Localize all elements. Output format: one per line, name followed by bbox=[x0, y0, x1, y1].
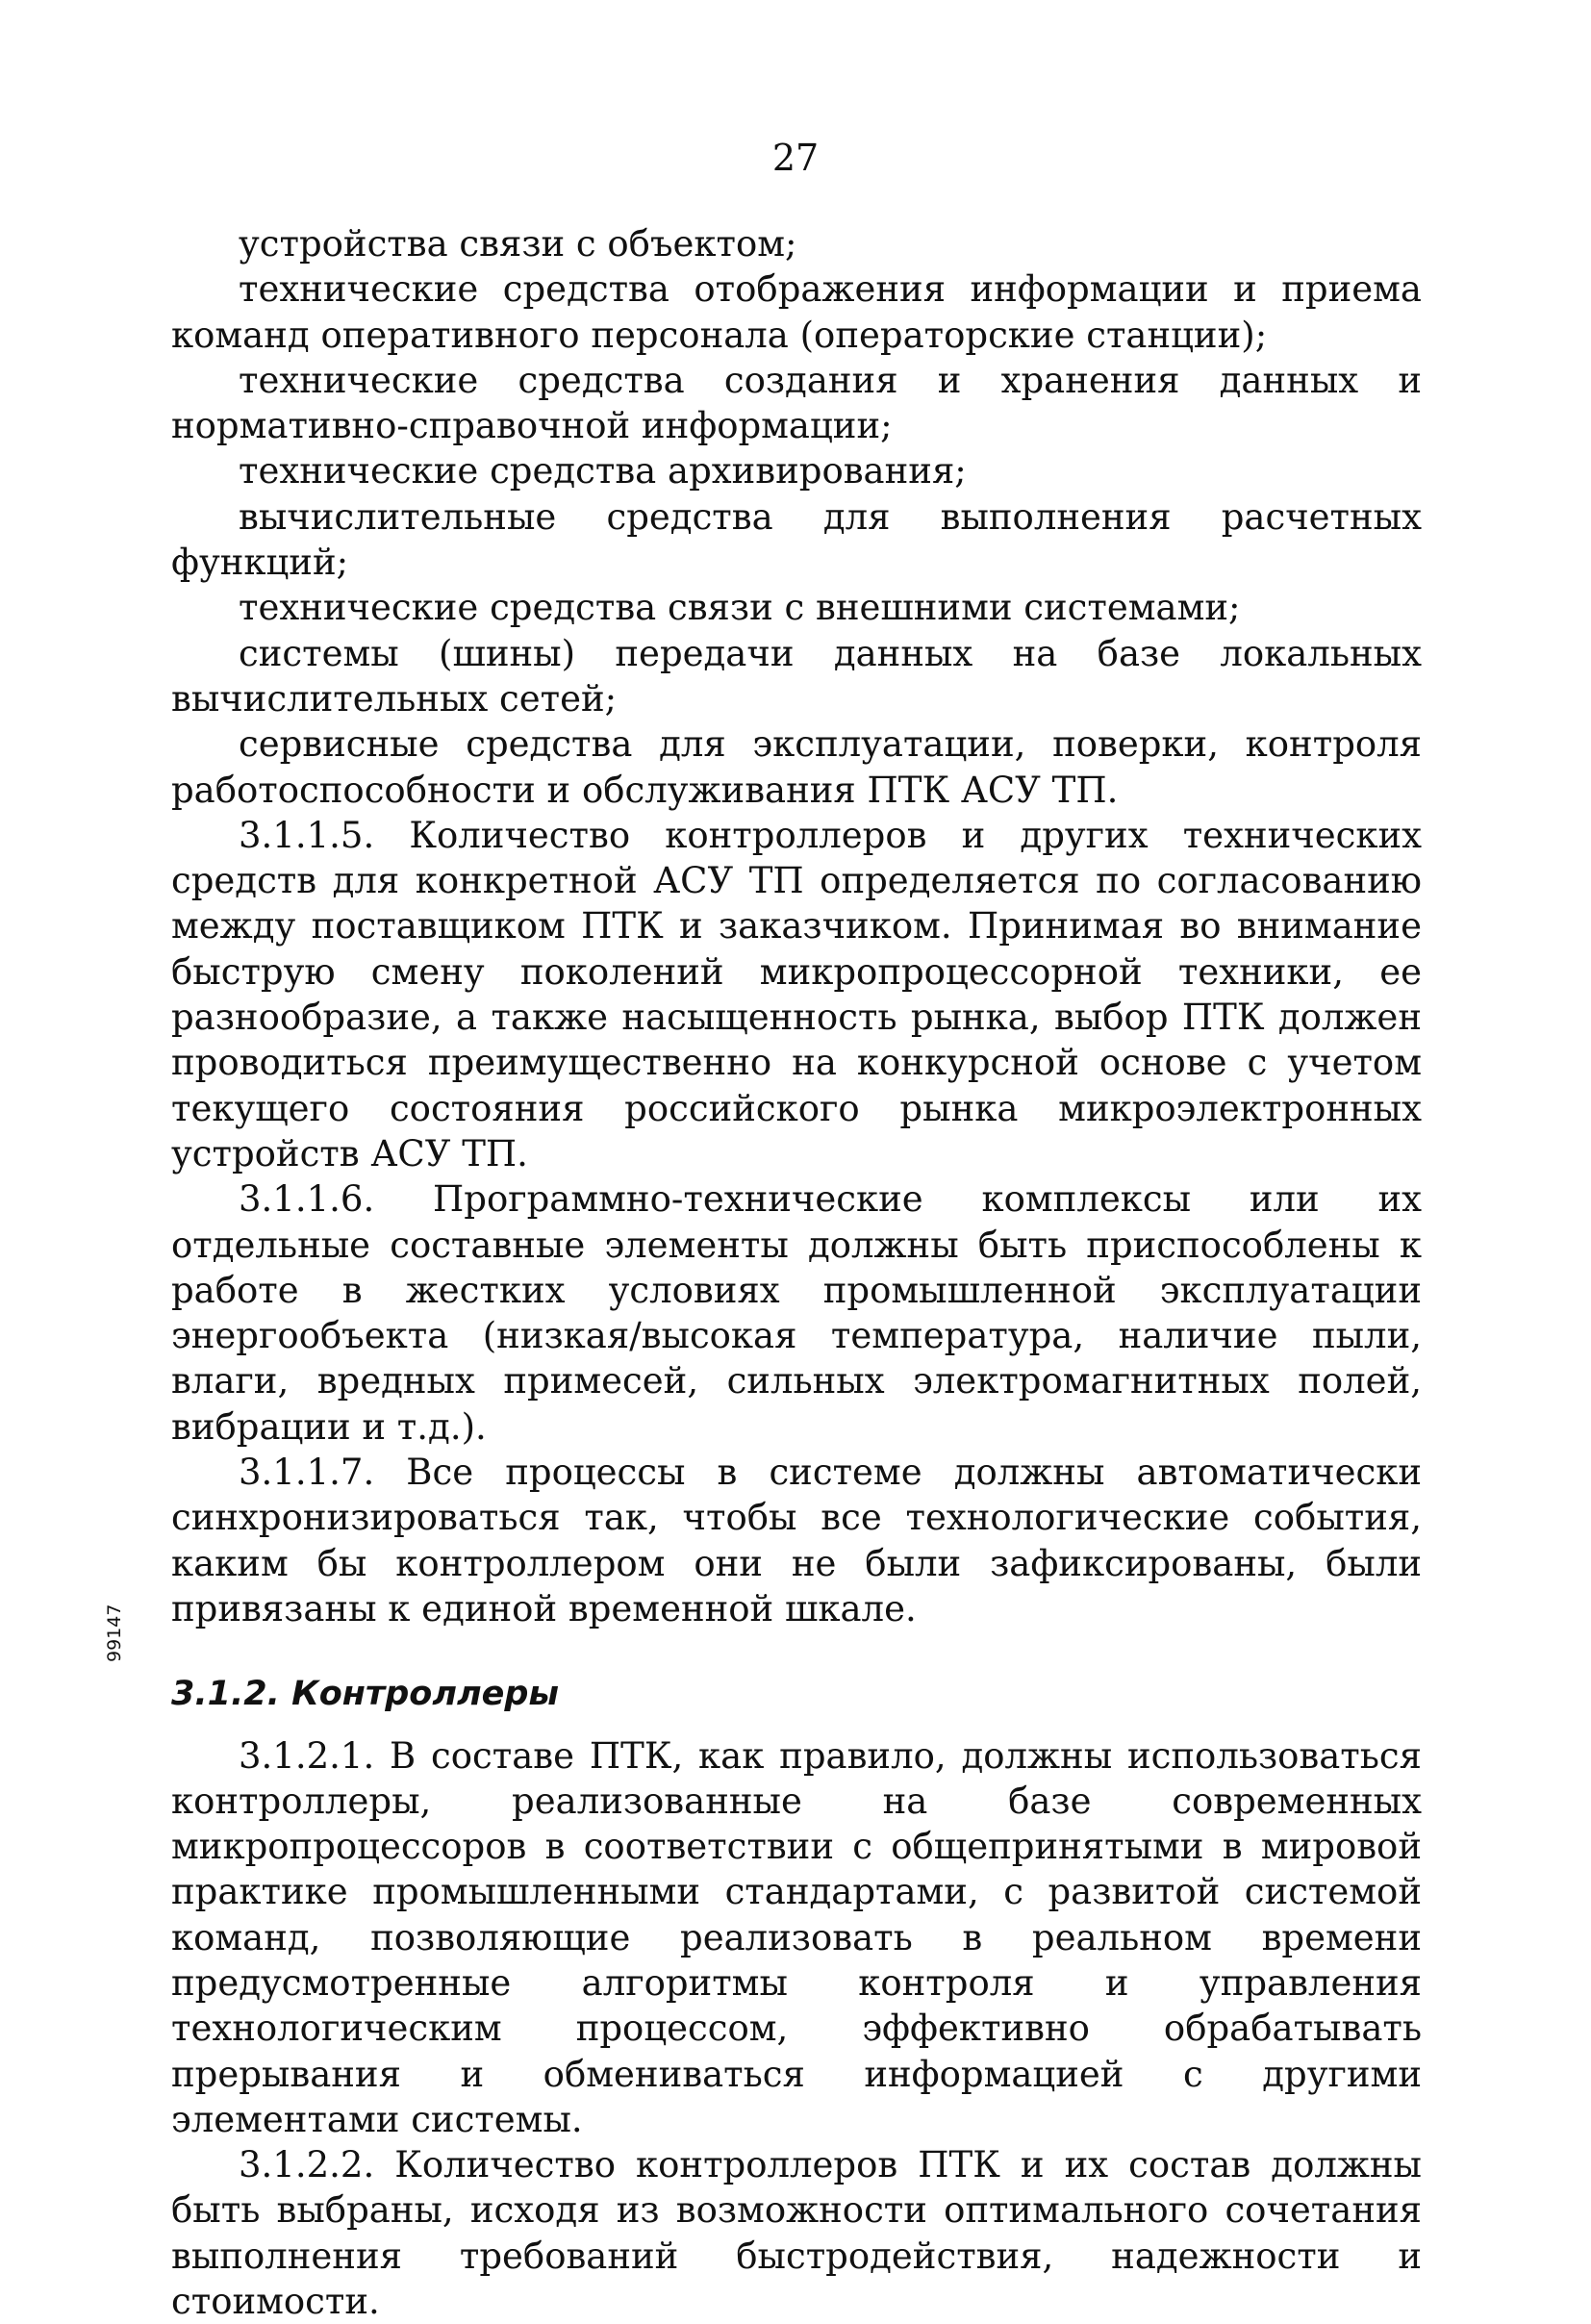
paragraph: 3.1.1.7. Все процессы в системе должны автоматически синхронизироваться так, чтобы все технологические события, каким бы контроллером они не были зафиксированы, были привязаны к единой временной шкале. bbox=[171, 1452, 1422, 1629]
body-text bbox=[171, 221, 1422, 2324]
paragraph: технические средства создания и хранения данных и нормативно-справочной информации; bbox=[171, 359, 1422, 447]
paragraph: 3.1.2.1. В составе ПТК, как правило, должны использоваться контроллеры, реализованные на базе современных микропроцессоров в соответствии с общепринятыми в мировой практике промышленными стандартами, с развитой системой команд, позволяющие реализовать в реальном времени предусмотренные алгоритмы контроля и управления технологическим процессом, эффективно обрабатывать прерывания и обмениваться информацией с другими элементами системы. bbox=[171, 1734, 1422, 2140]
side-code: 99147 bbox=[104, 1604, 125, 1662]
paragraph: технические средства связи с внешними системами; bbox=[239, 587, 1241, 629]
paragraph: 3.1.1.6. Программно-технические комплексы или их отдельные составные элементы должны быть приспособлены к работе в жестких условиях промышленной эксплуатации энергообъекта (низкая/высокая температура, наличие пыли, влаги, вредных примесей, сильных электромагнитных полей, вибрации и т.д.). bbox=[171, 1178, 1422, 1448]
paragraph: 3.1.1.5. Количество контроллеров и других технических средств для конкретной АСУ ТП определяется по согласованию между поставщиком ПТК и заказчиком. Принимая во внимание быструю смену поколений микропроцессорной техники, ее разнообразие, а также насыщенность рынка, выбор ПТК должен проводиться преимущественно на конкурсной основе с учетом текущего состояния российского рынка микроэлектронных устройств АСУ ТП. bbox=[171, 814, 1422, 1175]
paragraph: устройства связи с объектом; bbox=[239, 223, 797, 265]
paragraph: сервисные средства для эксплуатации, поверки, контроля работоспособности и обслуживания ПТК АСУ ТП. bbox=[171, 723, 1422, 811]
page-number: 27 bbox=[771, 137, 820, 179]
paragraph: 3.1.2.2. Количество контроллеров ПТК и их состав должны быть выбраны, исходя из возможности оптимального сочетания выполнения требований быстродействия, надежности и стоимости. bbox=[171, 2144, 1422, 2323]
paragraph: системы (шины) передачи данных на базе локальных вычислительных сетей; bbox=[171, 632, 1422, 720]
section-heading: 3.1.2. Контроллеры bbox=[171, 1675, 560, 1714]
paragraph: вычислительные средства для выполнения расчетных функций; bbox=[171, 495, 1422, 584]
paragraph: технические средства отображения информации и приема команд оперативного персонала (операторские станции); bbox=[171, 268, 1422, 356]
paragraph: технические средства архивирования; bbox=[239, 450, 967, 493]
